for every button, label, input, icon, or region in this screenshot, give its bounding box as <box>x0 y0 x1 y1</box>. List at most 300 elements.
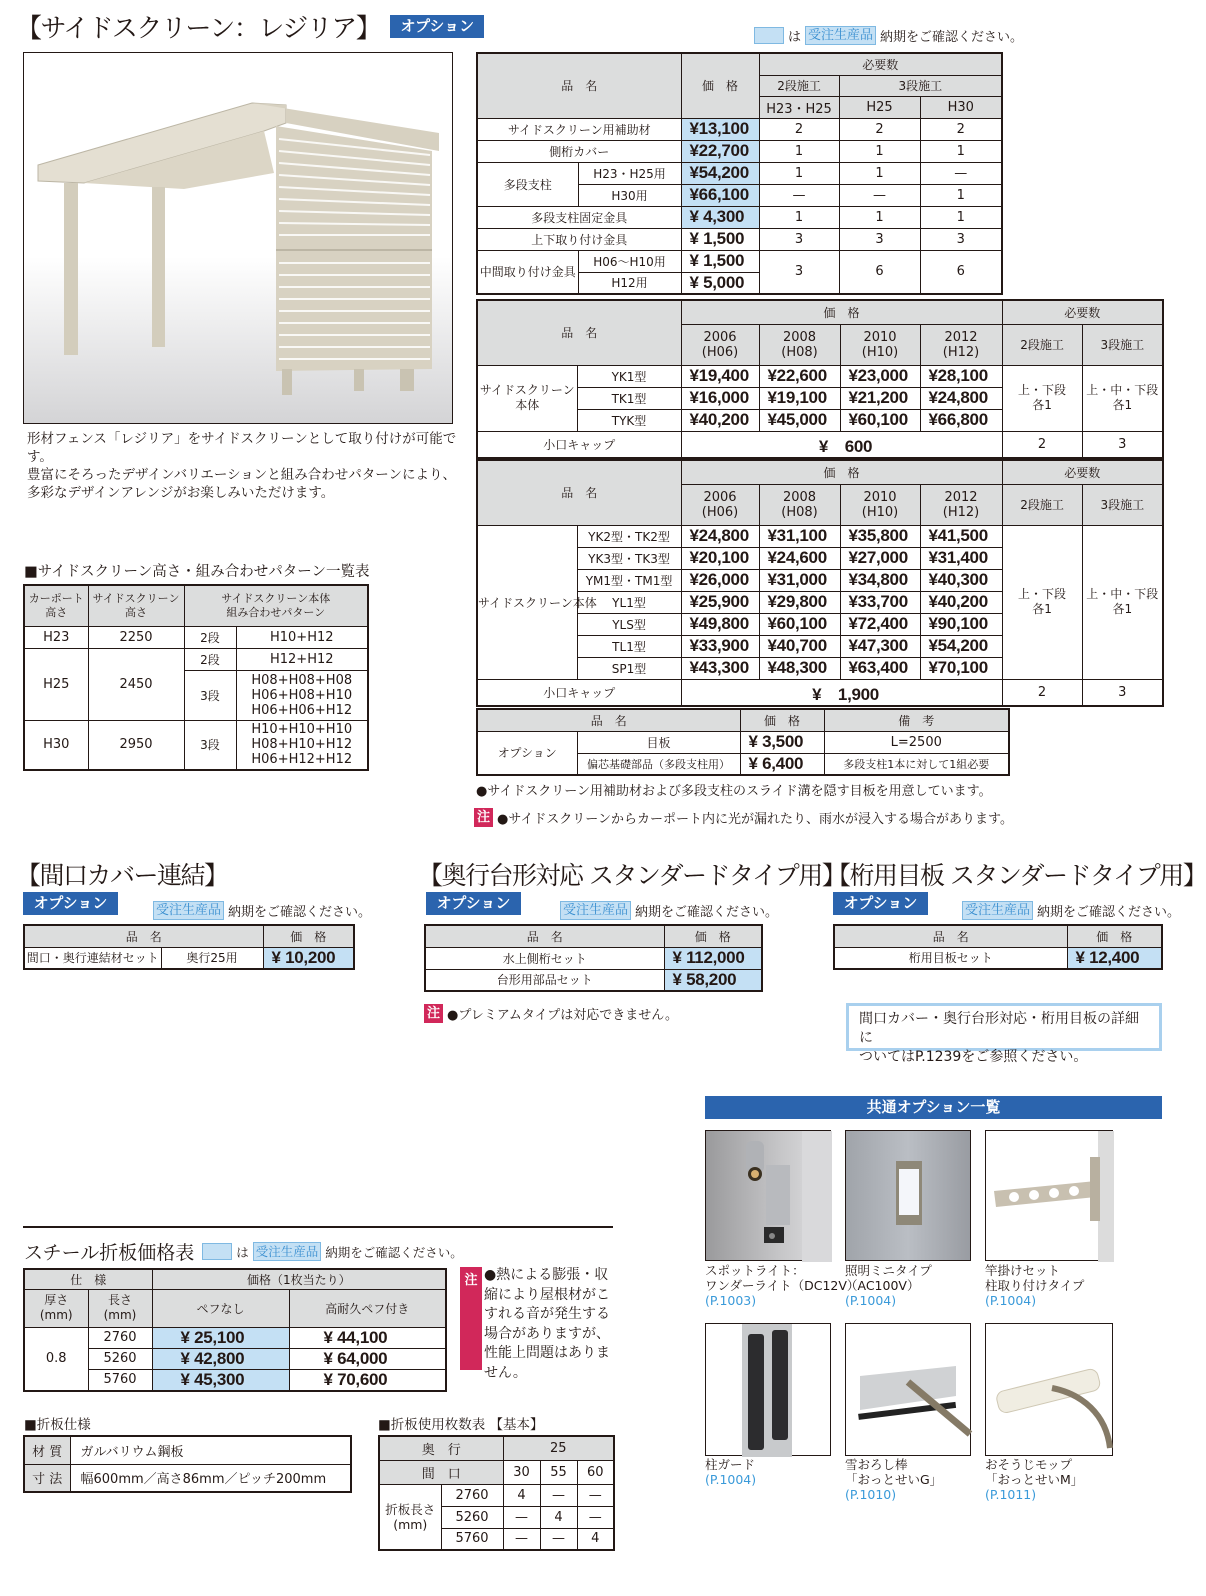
item-sub: 奥行25用 <box>161 947 263 969</box>
table-row <box>477 731 1009 753</box>
item-price: ¥31,100 <box>759 525 840 547</box>
header-two-stage: 2段施工 <box>1002 484 1082 525</box>
header-required: 必要数 <box>1002 300 1163 324</box>
item-price: ¥21,200 <box>840 387 920 409</box>
item-price: ¥33,900 <box>681 635 759 657</box>
item-type: YK2型・TK2型 <box>577 525 681 547</box>
warning-icon: 注 <box>460 1267 482 1370</box>
pillar-guard-photo <box>705 1323 831 1456</box>
item-price: ¥19,100 <box>759 387 840 409</box>
table-row <box>477 162 1002 184</box>
required-three-stage: 上・中・下段 各1 <box>1082 525 1163 679</box>
legend-prefix: は <box>236 1244 249 1260</box>
header-name: 品 名 <box>477 460 681 525</box>
option-caption <box>845 1263 932 1308</box>
option-caption <box>705 1457 756 1487</box>
carport-height: H30 <box>24 720 88 770</box>
item-price: ¥40,700 <box>759 635 840 657</box>
option-caption <box>985 1263 1084 1308</box>
page-reference-link[interactable]: (P.1010) <box>845 1487 897 1502</box>
warning-text: ●プレミアムタイプは対応できません。 <box>447 1008 679 1023</box>
header-name: 品 名 <box>477 53 681 118</box>
made-to-order-note <box>560 901 778 920</box>
item-name: 多段支柱固定金具 <box>477 206 681 228</box>
item-name: 間口・奥行連結材セット <box>24 947 161 969</box>
qty: 1 <box>759 206 839 228</box>
item-price: ¥22,600 <box>759 365 840 387</box>
option-caption <box>845 1457 942 1502</box>
item-price: ¥70,100 <box>920 657 1002 679</box>
item-price: ¥28,100 <box>920 365 1002 387</box>
table-row <box>24 1369 446 1391</box>
table-row <box>477 679 1163 706</box>
stage-count: 3段 <box>184 670 236 720</box>
made-to-order-swatch <box>754 27 784 44</box>
header-name: 品 名 <box>425 925 664 947</box>
description-line: 形材フェンス「レジリア」をサイドスクリーンとして取り付けが可能です。 <box>27 431 457 465</box>
thickness-value: 0.8 <box>24 1327 88 1391</box>
description-line: 多彩なデザインアレンジがお楽しみいただけます。 <box>27 485 335 501</box>
header-name: 品 名 <box>834 925 1067 947</box>
header-remarks: 備 考 <box>824 709 1009 731</box>
item-price: ¥40,200 <box>920 591 1002 613</box>
header-carport-height: カーポート 高さ <box>24 585 88 626</box>
item-type: YK1型 <box>577 365 681 387</box>
item-name: H23・H25用 <box>578 162 681 184</box>
item-price: ¥24,800 <box>681 525 759 547</box>
legend-suffix: 納期をご確認ください。 <box>880 30 1024 45</box>
page-title: 【サイドスクリーン：レジリア】 <box>16 14 381 44</box>
spec-value: 幅600mm／高さ86mm／ピッチ200mm <box>70 1464 351 1492</box>
item-price: ¥40,300 <box>920 569 1002 591</box>
length-value: 2760 <box>88 1327 152 1348</box>
header-name: 品 名 <box>24 925 263 947</box>
carport-height: H23 <box>24 626 88 648</box>
item-price: ¥33,700 <box>840 591 920 613</box>
header-two-stage: 2段施工 <box>759 75 839 96</box>
sheet-count: — <box>503 1506 540 1528</box>
header-price: 価格（1枚当たり） <box>152 1269 446 1289</box>
item-price: ¥31,400 <box>920 547 1002 569</box>
height-pattern-table <box>23 584 369 771</box>
sheet-length: 5260 <box>441 1506 503 1528</box>
table-row <box>477 228 1002 250</box>
frontage-cover-title: 【間口カバー連結】 <box>16 861 228 890</box>
screen-height: 2250 <box>88 626 184 648</box>
header-price: 価 格 <box>740 709 824 731</box>
header-frontage: 間 口 <box>379 1460 503 1484</box>
qty: 2 <box>920 118 1002 140</box>
page-reference-link[interactable]: (P.1004) <box>705 1472 757 1487</box>
item-price: ¥66,100 <box>681 184 759 206</box>
qty: 1 <box>839 140 920 162</box>
pattern: H10+H12 <box>236 626 368 648</box>
table-row <box>477 525 1163 547</box>
sheet-count: 4 <box>577 1528 614 1550</box>
legend-prefix: は <box>788 30 802 45</box>
header-h25: H25 <box>839 96 920 118</box>
header-size: 2010 (H10) <box>840 484 920 525</box>
item-price: ¥45,000 <box>759 409 840 431</box>
item-price: ¥ 12,400 <box>1067 947 1162 969</box>
item-name: 桁用目板セット <box>834 947 1067 969</box>
common-options-header: 共通オプション一覧 <box>705 1096 1162 1119</box>
item-price: ¥60,100 <box>840 409 920 431</box>
stage-count: 3段 <box>184 720 236 770</box>
item-type: TYK型 <box>577 409 681 431</box>
parts-price-table <box>476 52 1003 295</box>
pattern: H08+H08+H08 H06+H08+H10 H06+H06+H12 <box>236 670 368 720</box>
cap-price: ¥ 1,900 <box>681 679 1002 706</box>
length-label: 折板長さ (mm) <box>379 1484 441 1550</box>
price-with-paint: ¥ 70,600 <box>289 1369 446 1391</box>
item-price: ¥72,400 <box>840 613 920 635</box>
item-price: ¥60,100 <box>759 613 840 635</box>
spotlight-icon <box>706 1131 832 1262</box>
table-row <box>24 947 354 969</box>
header-h23-h25: H23・H25 <box>759 96 839 118</box>
header-required: 必要数 <box>1002 460 1163 484</box>
header-price: 価 格 <box>263 925 354 947</box>
header-size: 2012 (H12) <box>920 324 1002 365</box>
legend-suffix: 納期をご確認ください。 <box>325 1244 463 1260</box>
sheet-count: 4 <box>503 1484 540 1506</box>
made-to-order-tag: 受注生産品 <box>560 901 631 920</box>
qty: — <box>920 162 1002 184</box>
header-length: 長さ (mm) <box>88 1289 152 1327</box>
header-depth: 奥 行 <box>379 1436 503 1460</box>
header-name: 品 名 <box>477 300 681 365</box>
item-group: サイドスクリーン本体 <box>477 365 577 431</box>
steel-header <box>24 1238 463 1265</box>
required-three-stage: 上・中・下段 各1 <box>1082 365 1163 431</box>
item-name: H30用 <box>578 184 681 206</box>
item-price: ¥48,300 <box>759 657 840 679</box>
item-name: H12用 <box>578 272 681 294</box>
header-price: 価 格 <box>664 925 762 947</box>
sheet-count: — <box>577 1506 614 1528</box>
depth-value: 25 <box>503 1436 614 1460</box>
header-price: 価 格 <box>681 53 759 118</box>
carport-height: H25 <box>24 648 88 720</box>
header-two-stage: 2段施工 <box>1002 324 1082 365</box>
qty: 6 <box>839 250 920 294</box>
item-price: ¥ 1,500 <box>681 250 759 272</box>
table-row <box>24 720 368 770</box>
item-name: H06〜H10用 <box>578 250 681 272</box>
item-type: TK1型 <box>577 387 681 409</box>
frontage-cover-table <box>23 924 355 970</box>
beam-batten-table <box>833 924 1163 970</box>
item-price: ¥24,800 <box>920 387 1002 409</box>
qty: 2 <box>839 118 920 140</box>
pattern: H10+H10+H10 H08+H10+H12 H06+H12+H12 <box>236 720 368 770</box>
table-row <box>24 1464 351 1492</box>
item-price: ¥ 1,500 <box>681 228 759 250</box>
pole-hanger-photo <box>985 1130 1113 1261</box>
item-price: ¥31,000 <box>759 569 840 591</box>
item-price: ¥25,900 <box>681 591 759 613</box>
header-size: 2008 (H08) <box>759 324 840 365</box>
item-price: ¥41,500 <box>920 525 1002 547</box>
sheet-count: 4 <box>540 1506 577 1528</box>
table-row <box>834 947 1162 969</box>
carport-illustration-icon <box>24 53 454 425</box>
item-price: ¥26,000 <box>681 569 759 591</box>
item-price: ¥35,800 <box>840 525 920 547</box>
item-group: 多段支柱 <box>477 162 578 206</box>
price-no-paint: ¥ 25,100 <box>152 1327 289 1348</box>
snow-rake-photo <box>845 1323 971 1456</box>
item-name: 台形用部品セット <box>425 969 664 991</box>
item-price: ¥23,000 <box>840 365 920 387</box>
option-badge: オプション <box>833 892 928 915</box>
item-group: 中間取り付け金具 <box>477 250 578 294</box>
made-note-text: 納期をご確認ください。 <box>635 905 779 920</box>
table-row <box>477 365 1163 387</box>
table-row <box>24 648 368 670</box>
info-line: ついてはP.1239をご参照ください。 <box>859 1049 1088 1065</box>
steel-sheet-price-table <box>23 1268 447 1392</box>
frontage-value: 55 <box>540 1460 577 1484</box>
table-row <box>24 1436 351 1464</box>
item-type: YLS型 <box>577 613 681 635</box>
table-row <box>24 1348 446 1369</box>
item-type: YK3型・TK3型 <box>577 547 681 569</box>
frontage-value: 30 <box>503 1460 540 1484</box>
item-name: 偏芯基礎部品（多段支柱用） <box>577 753 740 775</box>
header-price: 価 格 <box>681 300 1002 324</box>
item-price: ¥54,200 <box>681 162 759 184</box>
warning-icon: 注 <box>424 1004 443 1023</box>
table-row <box>24 1327 446 1348</box>
stage-count: 2段 <box>184 648 236 670</box>
cap-name: 小口キャップ <box>477 679 681 706</box>
option-name: 柱ガード <box>705 1457 756 1472</box>
info-line: 間口カバー・奥行台形対応・桁用目板の詳細に <box>859 1011 1139 1046</box>
side-screen-body-table-2 <box>476 459 1164 707</box>
table-row <box>425 969 762 991</box>
length-value: 5260 <box>88 1348 152 1369</box>
screen-height: 2450 <box>88 648 184 720</box>
header-three-stage: 3段施工 <box>1082 484 1163 525</box>
item-price: ¥22,700 <box>681 140 759 162</box>
qty: 2 <box>759 118 839 140</box>
item-price: ¥49,800 <box>681 613 759 635</box>
side-screen-body-table-1 <box>476 299 1164 459</box>
item-price: ¥29,800 <box>759 591 840 613</box>
qty: 3 <box>920 228 1002 250</box>
header-thickness: 厚さ (mm) <box>24 1289 88 1327</box>
qty: 1 <box>920 184 1002 206</box>
sheet-spec-title: ■折板仕様 <box>24 1417 91 1433</box>
header-size: 2008 (H08) <box>759 484 840 525</box>
table-row <box>477 140 1002 162</box>
spec-value: ガルバリウム鋼板 <box>70 1436 351 1464</box>
warning-text: ●サイドスクリーンからカーポート内に光が漏れたり、雨水が浸入する場合があります。 <box>497 812 1014 827</box>
item-price: ¥ 112,000 <box>664 947 762 969</box>
sheet-length: 5760 <box>441 1528 503 1550</box>
made-to-order-note <box>962 901 1180 920</box>
frontage-value: 60 <box>577 1460 614 1484</box>
sheet-count: — <box>503 1528 540 1550</box>
page-reference-link[interactable]: (P.1011) <box>985 1487 1037 1502</box>
item-name: 上下取り付け金具 <box>477 228 681 250</box>
item-price: ¥27,000 <box>840 547 920 569</box>
item-remark: 多段支柱1本に対して1組必要 <box>824 753 1009 775</box>
cleaning-mop-photo <box>985 1323 1113 1456</box>
header-three-stage: 3段施工 <box>839 75 1002 96</box>
item-price: ¥66,800 <box>920 409 1002 431</box>
qty: 1 <box>920 140 1002 162</box>
qty: 2 <box>1002 431 1082 458</box>
page-reference-link[interactable]: (P.1004) <box>845 1293 897 1308</box>
header-screen-height: サイドスクリーン 高さ <box>88 585 184 626</box>
item-type: TL1型 <box>577 635 681 657</box>
cap-name: 小口キャップ <box>477 431 681 458</box>
sheet-count: — <box>577 1484 614 1506</box>
page-reference-link[interactable]: (P.1003) <box>705 1293 757 1308</box>
item-price: ¥24,600 <box>759 547 840 569</box>
item-price: ¥ 5,000 <box>681 272 759 294</box>
qty: 3 <box>759 228 839 250</box>
sheet-count-title: ■折板使用枚数表 【基本】 <box>378 1417 544 1433</box>
item-price: ¥20,100 <box>681 547 759 569</box>
header-size: 2012 (H12) <box>920 484 1002 525</box>
header-spec: 仕 様 <box>24 1269 152 1289</box>
item-type: YL1型 <box>577 591 681 613</box>
header-price: 価 格 <box>681 460 1002 484</box>
required-two-stage: 上・下段 各1 <box>1002 525 1082 679</box>
price-no-paint: ¥ 42,800 <box>152 1348 289 1369</box>
qty: 3 <box>839 228 920 250</box>
pole-hanger-icon <box>986 1131 1114 1262</box>
item-group: サイドスクリーン本体 <box>477 525 577 679</box>
item-price: ¥ 6,400 <box>740 753 824 775</box>
made-to-order-tag: 受注生産品 <box>962 901 1033 920</box>
warning-icon: 注 <box>474 808 493 827</box>
batten-note: ●サイドスクリーン用補助材および多段支柱のスライド溝を隠す目板を用意しています。 <box>476 784 992 799</box>
option-badge: オプション <box>23 892 118 915</box>
price-no-paint: ¥ 45,300 <box>152 1369 289 1391</box>
light-leak-warning <box>474 808 1013 827</box>
made-to-order-note <box>153 901 371 920</box>
header-size: 2006 (H06) <box>681 484 759 525</box>
item-price: ¥19,400 <box>681 365 759 387</box>
option-badge: オプション <box>426 892 521 915</box>
section-divider <box>23 1226 613 1228</box>
option-parts-table <box>476 708 1010 776</box>
option-name: おそうじモップ 「おっとせいM」 <box>985 1457 1084 1487</box>
item-price: ¥ 10,200 <box>263 947 354 969</box>
table-row <box>477 206 1002 228</box>
stage-count: 2段 <box>184 626 236 648</box>
qty: 1 <box>759 140 839 162</box>
option-name: スポットライト： ワンダーライト（DC12V） <box>705 1263 860 1293</box>
screen-height: 2950 <box>88 720 184 770</box>
made-to-order-tag: 受注生産品 <box>153 901 224 920</box>
sheet-count: — <box>540 1528 577 1550</box>
header-h30: H30 <box>920 96 1002 118</box>
header-price: 価 格 <box>1067 925 1162 947</box>
table-row <box>477 431 1163 458</box>
made-note-text: 納期をご確認ください。 <box>1037 905 1181 920</box>
made-note-text: 納期をご確認ください。 <box>228 905 372 920</box>
item-price: ¥16,000 <box>681 387 759 409</box>
header-combination: サイドスクリーン本体 組み合わせパターン <box>184 585 368 626</box>
sheet-spec-table <box>23 1435 352 1493</box>
beam-batten-title: 【桁用目板 スタンダードタイプ用】 <box>826 861 1206 890</box>
cap-price: ¥ 600 <box>681 431 1002 458</box>
item-price: ¥34,800 <box>840 569 920 591</box>
item-price: ¥43,300 <box>681 657 759 679</box>
carport-side-screen-photo <box>23 52 453 424</box>
item-type: YM1型・TM1型 <box>577 569 681 591</box>
item-price: ¥90,100 <box>920 613 1002 635</box>
spec-label: 寸 法 <box>24 1464 70 1492</box>
header-no-paint: ペフなし <box>152 1289 289 1327</box>
product-description <box>27 430 467 502</box>
thermal-expansion-note: ●熱による膨張・収縮により屋根材がこすれる音が発生する場合がありますが、性能上問題はありません。 <box>484 1267 610 1381</box>
item-price: ¥54,200 <box>920 635 1002 657</box>
page-header <box>16 8 484 45</box>
premium-warning <box>424 1004 678 1023</box>
table-row <box>477 250 1002 272</box>
made-to-order-tag: 受注生産品 <box>805 26 876 45</box>
trapezoid-title: 【奥行台形対応 スタンダードタイプ用】 <box>418 861 846 890</box>
made-to-order-swatch <box>202 1243 232 1260</box>
item-price: ¥ 3,500 <box>740 731 824 753</box>
description-line: 豊富にそろったデザインバリエーションと組み合わせパターンにより、 <box>27 467 457 483</box>
qty: 1 <box>920 206 1002 228</box>
trapezoid-table <box>424 924 763 992</box>
sheet-count-table <box>378 1435 615 1551</box>
item-price: ¥ 4,300 <box>681 206 759 228</box>
item-type: SP1型 <box>577 657 681 679</box>
item-price: ¥ 58,200 <box>664 969 762 991</box>
table-row <box>425 947 762 969</box>
qty: 3 <box>1082 679 1163 706</box>
table-row <box>379 1484 614 1506</box>
qty: 1 <box>839 162 920 184</box>
header-three-stage: 3段施工 <box>1082 324 1163 365</box>
length-value: 5760 <box>88 1369 152 1391</box>
pillar-guard-icon <box>706 1324 832 1457</box>
header-size: 2006 (H06) <box>681 324 759 365</box>
page-reference-link[interactable]: (P.1004) <box>985 1293 1037 1308</box>
item-name: 目板 <box>577 731 740 753</box>
detail-reference-box <box>846 1003 1162 1065</box>
price-with-paint: ¥ 44,100 <box>289 1327 446 1348</box>
pattern: H12+H12 <box>236 648 368 670</box>
made-to-order-legend <box>754 26 1023 45</box>
mini-light-icon <box>846 1131 972 1262</box>
mini-light-photo <box>845 1130 971 1261</box>
table-row <box>24 626 368 648</box>
option-badge: オプション <box>390 15 484 38</box>
qty: — <box>839 184 920 206</box>
item-name: 側桁カバー <box>477 140 681 162</box>
header-with-paint: 高耐久ペフ付き <box>289 1289 446 1327</box>
qty: 6 <box>920 250 1002 294</box>
qty: 3 <box>1082 431 1163 458</box>
qty: 2 <box>1002 679 1082 706</box>
option-name: 雪おろし棒 「おっとせいG」 <box>845 1457 943 1487</box>
header-required: 必要数 <box>759 53 1002 75</box>
qty: — <box>759 184 839 206</box>
qty: 1 <box>759 162 839 184</box>
made-to-order-tag: 受注生産品 <box>253 1242 322 1261</box>
